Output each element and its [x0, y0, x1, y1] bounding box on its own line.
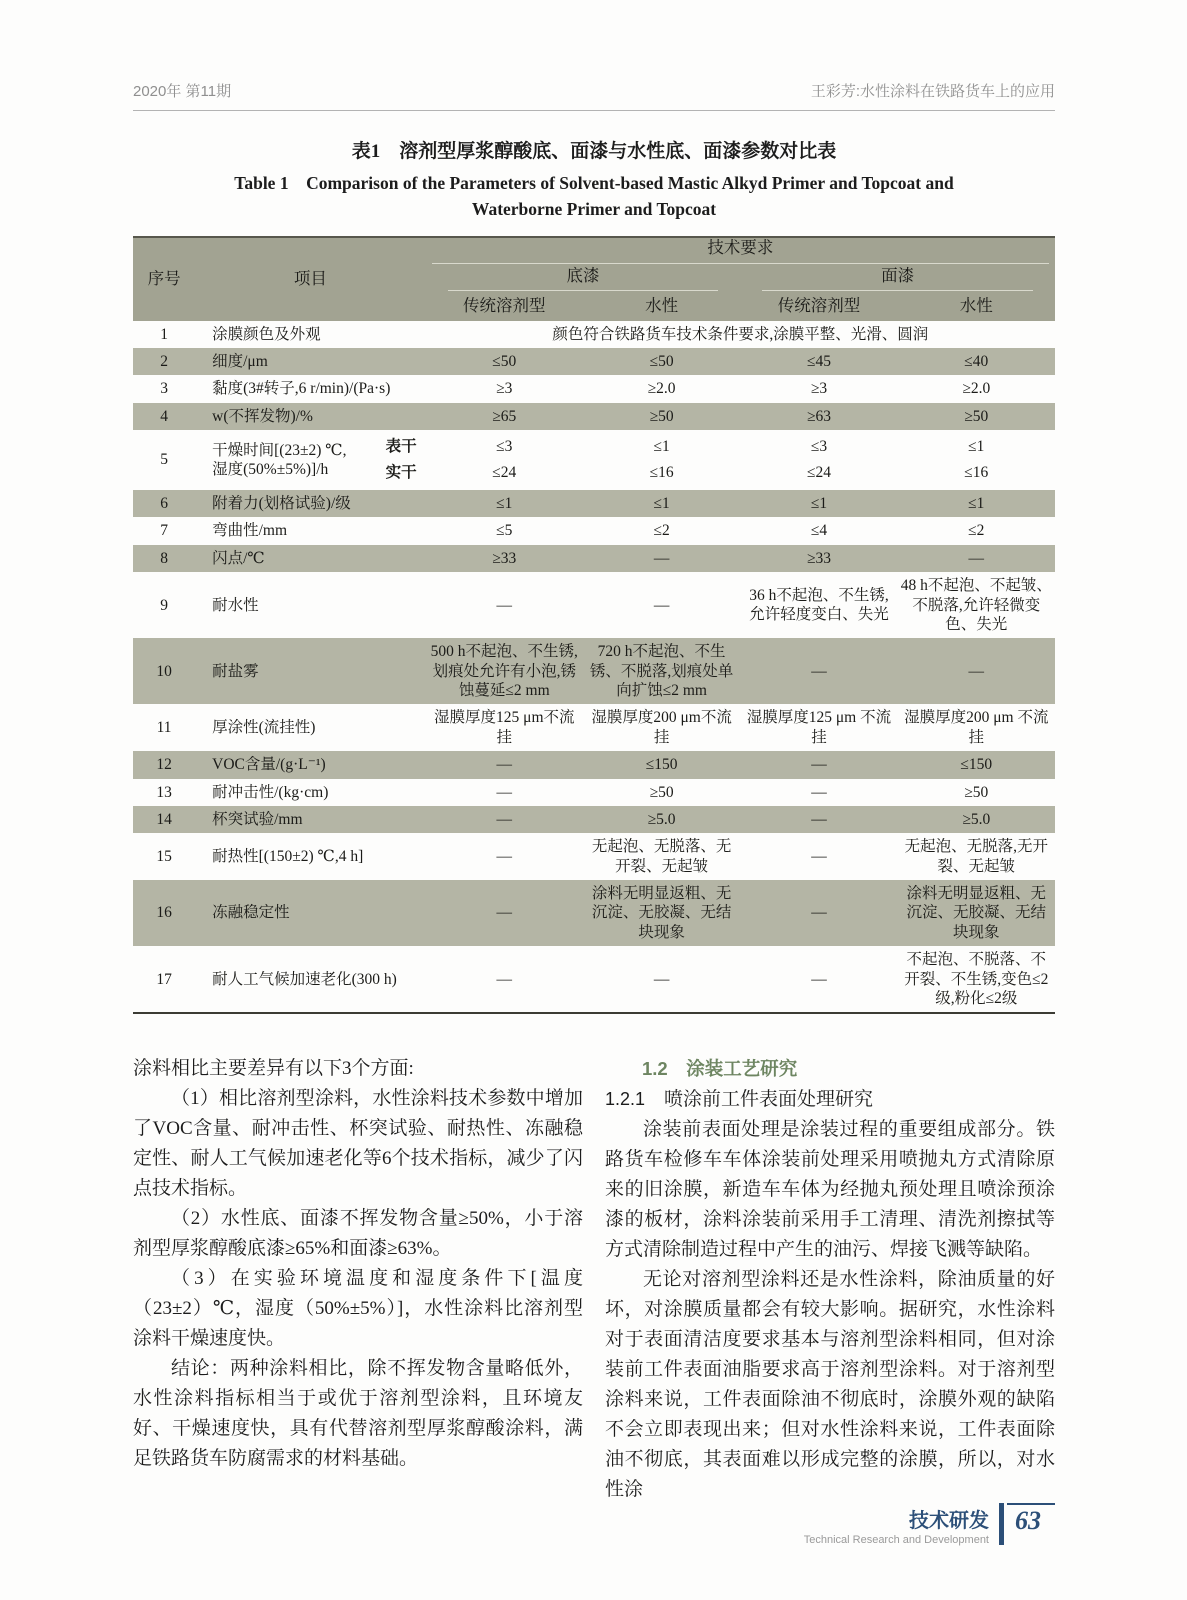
col-header-water-topcoat: 水性	[898, 293, 1055, 321]
row-value: —	[583, 545, 740, 572]
row-value: 湿膜厚度125 μm 不流挂	[746, 709, 892, 746]
row-value: —	[740, 806, 897, 833]
row-item: 附着力(划格试验)/级	[195, 490, 426, 517]
row-no: 4	[133, 403, 195, 430]
row-value: ≤50	[426, 348, 583, 375]
row-value: —	[496, 783, 513, 801]
row-value: ≥50	[583, 403, 740, 430]
row-item: 耐人工气候加速老化(300 h)	[212, 970, 397, 988]
subsection-number: 1.2.1	[605, 1089, 646, 1110]
row-item: 耐冲击性/(kg·cm)	[212, 783, 329, 801]
row-no: 15	[156, 847, 172, 865]
row-value: —	[496, 596, 513, 614]
row-value: —	[653, 596, 670, 614]
row-value: ≥50	[898, 403, 1055, 430]
row-item: 弯曲性/mm	[212, 522, 288, 540]
row-item: 耐热性[(150±2) ℃,4 h]	[212, 847, 364, 865]
table-row	[133, 348, 1055, 375]
row-value: 涂料无明显返粗、无沉淀、无胶凝、无结块现象	[583, 880, 740, 946]
table-row	[133, 403, 1055, 430]
row-item: 杯突试验/mm	[195, 806, 426, 833]
footer-section-zh: 技术研发	[909, 1510, 989, 1532]
footer-divider-bar	[999, 1503, 1004, 1545]
row-value: ≥63	[740, 403, 897, 430]
row-item: VOC含量/(g·L⁻¹)	[195, 751, 426, 778]
row-value: 720 h不起泡、不生锈、不脱落,划痕处单向扩蚀≤2 mm	[583, 638, 740, 704]
row-no: 11	[156, 719, 172, 737]
col-header-item: 项目	[195, 237, 426, 321]
col-header-primer: 底漆	[426, 265, 741, 293]
row-no: 14	[133, 806, 195, 833]
row-value: ≥2.0	[647, 380, 676, 398]
row-value: —	[740, 638, 897, 704]
row-value: —	[811, 970, 827, 988]
col-header-solvent-topcoat: 传统溶剂型	[740, 293, 897, 321]
table-row	[133, 517, 1055, 544]
row-no: 5	[160, 451, 168, 469]
row-value: —	[496, 970, 513, 988]
paragraph: 涂料相比主要差异有以下3个方面:	[133, 1058, 414, 1080]
footer-section-en: Technical Research and Development	[803, 1534, 989, 1546]
row-value: ≤150	[583, 751, 740, 778]
row-value: ≥65	[426, 403, 583, 430]
paragraph: （3）在实验环境温度和湿度条件下[温度（23±2）℃，湿度（50%±5%）]，水性涂料比溶剂型涂料干燥速度快。	[133, 1268, 583, 1350]
row-value: —	[653, 970, 670, 988]
col-header-water-primer: 水性	[583, 293, 740, 321]
row-value: ≤1 ≤16	[964, 438, 989, 481]
row-value: ≤5	[496, 522, 513, 540]
row-value: 湿膜厚度200 μm不流挂	[591, 709, 732, 746]
row-no: 2	[133, 348, 195, 375]
paragraph: （2）水性底、面漆不挥发物含量≥50%，小于溶剂型厚浆醇酸底漆≥65%和面漆≥63%。	[133, 1208, 583, 1260]
row-value: 颜色符合铁路货车技术条件要求,涂膜平整、光滑、圆润	[552, 325, 929, 343]
paragraph: （1）相比溶剂型涂料，水性涂料技术参数中增加了VOC含量、耐冲击性、杯突试验、耐热性、冻融稳定性、耐人工气候加速老化等6个技术指标，减少了闪点技术指标。	[133, 1088, 583, 1200]
row-item: 厚涂性(流挂性)	[212, 719, 316, 737]
row-no: 6	[133, 490, 195, 517]
table-row	[133, 375, 1055, 402]
row-value: —	[811, 783, 827, 801]
row-value: 不起泡、不脱落、不开裂、不生锈,变色≤2级,粉化≤2级	[904, 951, 1049, 1007]
page-number: 63	[1007, 1503, 1055, 1536]
row-value: ≤40	[898, 348, 1055, 375]
row-no: 12	[133, 751, 195, 778]
row-item: 耐盐雾	[195, 638, 426, 704]
table-row	[133, 545, 1055, 572]
row-value: ≤3 ≤24	[806, 438, 831, 481]
row-value: ≥3	[810, 380, 828, 398]
table-caption-en: Table 1 Comparison of the Parameters of Solvent-based Mastic Alkyd Primer and Topcoat and Waterborne Primer and Topcoat	[234, 173, 954, 220]
table-row	[133, 704, 1055, 751]
table-row	[133, 430, 1055, 490]
table-row	[133, 490, 1055, 517]
running-title: 王彩芳:水性涂料在铁路货车上的应用	[810, 83, 1055, 100]
row-value: ≤45	[740, 348, 897, 375]
row-no: 17	[156, 970, 172, 988]
row-value: ≤2	[653, 522, 670, 540]
row-no: 13	[156, 783, 172, 801]
row-item: 黏度(3#转子,6 r/min)/(Pa·s)	[212, 380, 391, 398]
row-no: 8	[133, 545, 195, 572]
row-value: ≥2.0	[962, 380, 991, 398]
row-value: 湿膜厚度200 μm 不流挂	[904, 709, 1049, 746]
col-header-solvent-primer: 传统溶剂型	[426, 293, 583, 321]
table-row	[133, 321, 1055, 348]
row-value: ≥50	[649, 783, 674, 801]
row-no: 9	[160, 596, 168, 614]
row-item: 冻融稳定性	[195, 880, 426, 946]
subsection-title: 喷涂前工件表面处理研究	[645, 1089, 874, 1111]
row-value: ≤1	[740, 490, 897, 517]
row-value: ≤1	[426, 490, 583, 517]
row-item: 耐水性	[212, 596, 259, 614]
table-row	[133, 751, 1055, 778]
row-value: ≥33	[426, 545, 583, 572]
body-columns	[133, 1054, 1055, 1505]
row-value: ≤2	[968, 522, 985, 540]
table-row	[133, 946, 1055, 1013]
sub-label: 表干	[385, 438, 417, 455]
row-value: 48 h不起泡、不起皱、不脱落,允许轻微变色、失光	[900, 577, 1052, 633]
row-value: ≤4	[810, 522, 828, 540]
col-header-requirements: 技术要求	[426, 237, 1055, 265]
table-row	[133, 572, 1055, 638]
issue-label: 2020年 第11期	[133, 83, 232, 100]
footer-section-labels	[804, 1503, 989, 1548]
sub-label: 实干	[385, 464, 417, 481]
row-value: —	[426, 751, 583, 778]
row-item: w(不挥发物)/%	[195, 403, 426, 430]
row-value: ≥5.0	[583, 806, 740, 833]
col-header-topcoat: 面漆	[740, 265, 1055, 293]
row-no: 16	[133, 880, 195, 946]
table-row	[133, 880, 1055, 946]
row-value: ≤50	[583, 348, 740, 375]
comparison-table	[133, 236, 1055, 1015]
table-row	[133, 833, 1055, 880]
row-value: ≤150	[898, 751, 1055, 778]
row-item: 涂膜颜色及外观	[212, 325, 321, 343]
right-column	[605, 1054, 1055, 1505]
table-body	[133, 321, 1055, 1014]
row-value: —	[811, 847, 827, 865]
row-value: 500 h不起泡、不生锈,划痕处允许有小泡,锈蚀蔓延≤2 mm	[426, 638, 583, 704]
row-value: 无起泡、无脱落,无开裂、无起皱	[904, 838, 1048, 875]
row-value: ≥50	[964, 783, 989, 801]
paragraph: 无论对溶剂型涂料还是水性涂料，除油质量的好坏，对涂膜质量都会有较大影响。据研究，水性涂料对于表面清洁度要求基本与溶剂型涂料相同，但对涂装前工件表面油脂要求高于溶剂型涂料。对于溶剂型涂料来说，工件表面除油不彻底时，涂膜外观的缺陷不会立即表现出来；但对水性涂料来说，工件表面除油不彻底，其表面难以形成完整的涂膜，所以，对水性涂	[605, 1269, 1055, 1501]
table-row	[133, 779, 1055, 806]
row-value: ≥3	[496, 380, 513, 398]
left-column	[133, 1054, 583, 1505]
row-item: 细度/μm	[195, 348, 426, 375]
row-value: —	[740, 880, 897, 946]
row-value: ≤1	[583, 490, 740, 517]
header-row-1	[133, 237, 1055, 265]
row-value: 36 h不起泡、不生锈,允许轻度变白、失光	[749, 586, 889, 624]
row-value: 湿膜厚度125 μm不流挂	[434, 709, 575, 746]
row-value: —	[740, 751, 897, 778]
row-no: 3	[160, 380, 168, 398]
row-value: 无起泡、无脱落、无开裂、无起皱	[591, 838, 732, 875]
col-header-no: 序号	[133, 237, 195, 321]
row-value: 涂料无明显返粗、无沉淀、无胶凝、无结块现象	[898, 880, 1055, 946]
row-value: ≥33	[740, 545, 897, 572]
table-header	[133, 237, 1055, 321]
content-area	[133, 0, 1055, 1505]
row-value: —	[898, 545, 1055, 572]
row-value: ≤1 ≤16	[649, 438, 674, 481]
table-row	[133, 638, 1055, 704]
row-value: ≥5.0	[898, 806, 1055, 833]
row-no: 10	[133, 638, 195, 704]
subsection-heading	[605, 1084, 1055, 1115]
page-footer	[804, 1503, 1055, 1548]
row-no: 1	[160, 325, 168, 343]
row-value: ≤3 ≤24	[492, 438, 517, 481]
row-item: 闪点/℃	[195, 545, 426, 572]
paragraph: 结论：两种涂料相比，除不挥发物含量略低外，水性涂料指标相当于或优于溶剂型涂料，且环境友好、干燥速度快，具有代替溶剂型厚浆醇酸涂料，满足铁路货车防腐需求的材料基础。	[133, 1358, 583, 1470]
paragraph: 涂装前表面处理是涂装过程的重要组成部分。铁路货车检修车车体涂装前处理采用喷抛丸方式清除原来的旧涂膜，新造车车体为经抛丸预处理且喷涂预涂漆的板材，涂料涂装前采用手工清理、清洗剂擦拭等方式清除制造过程中产生的油污、焊接飞溅等缺陷。	[605, 1119, 1055, 1261]
row-item: 干燥时间[(23±2) ℃, 湿度(50%±5%)]/h 表干 实干	[195, 430, 426, 490]
section-heading: 1.2 涂装工艺研究	[642, 1058, 798, 1080]
table-row	[133, 806, 1055, 833]
row-value: —	[426, 806, 583, 833]
row-value: —	[426, 880, 583, 946]
row-value: —	[496, 847, 513, 865]
row-value: ≤1	[898, 490, 1055, 517]
row-value: —	[898, 638, 1055, 704]
table-caption-zh: 表1 溶剂型厚浆醇酸底、面漆与水性底、面漆参数对比表	[351, 141, 837, 162]
running-header	[133, 80, 1055, 111]
row-no: 7	[160, 522, 168, 540]
